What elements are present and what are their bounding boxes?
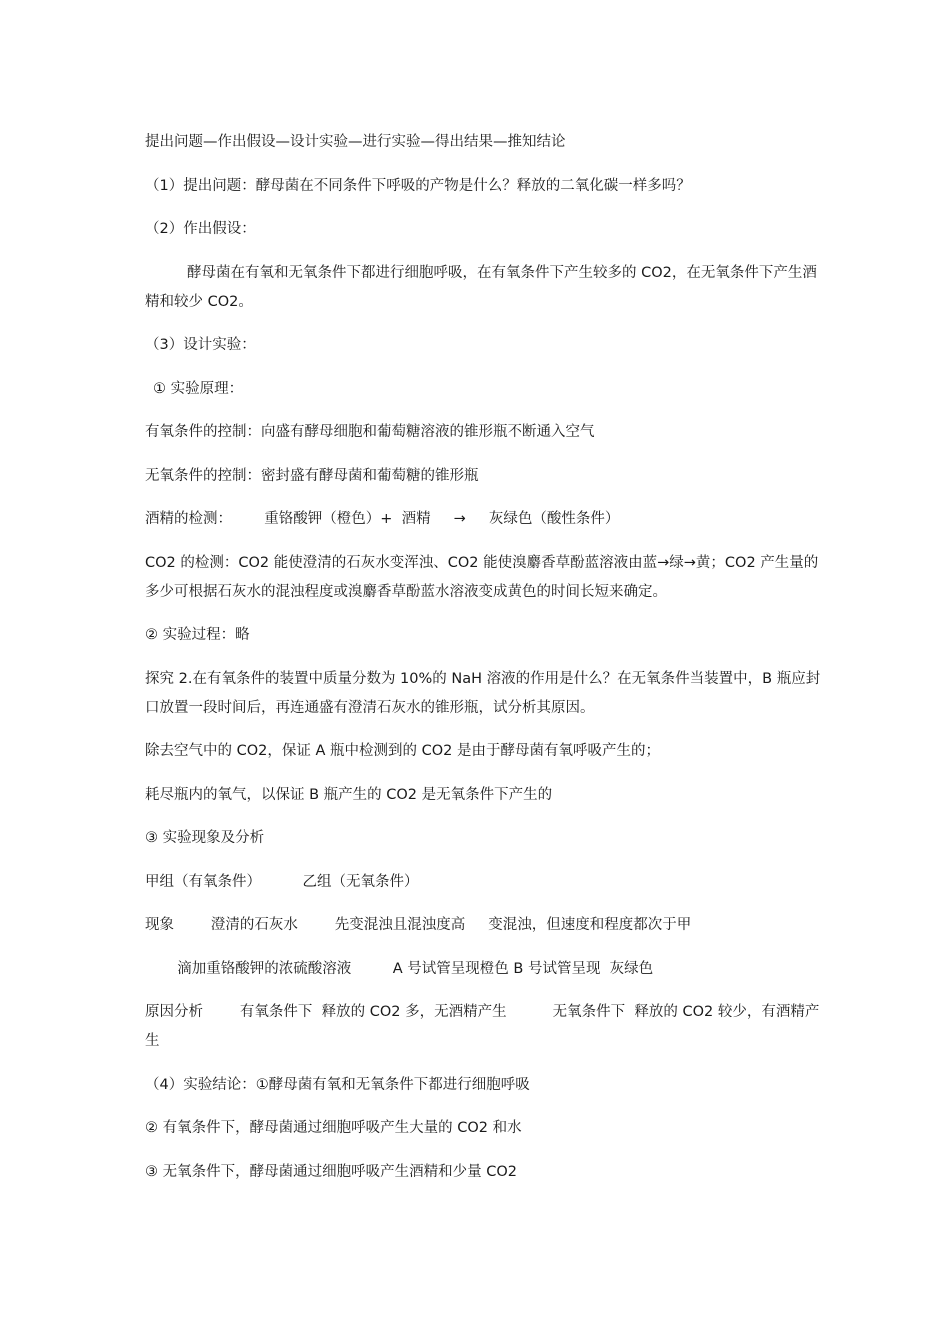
aerobic-control: 有氧条件的控制：向盛有酵母细胞和葡萄糖溶液的锥形瓶不断通入空气 <box>145 424 595 440</box>
experiment-flow: 提出问题—作出假设—设计实验—进行实验—得出结果—推知结论 <box>145 134 566 150</box>
co2-test: CO2 的检测：CO2 能使澄清的石灰水变浑浊、CO2 能使溴麝香草酚蓝溶液由蓝→绿→黄；CO2 产生量的多少可根据石灰水的混浊程度或溴麝香草酚蓝水溶液变成黄色的时间长短来确定。 <box>145 554 819 600</box>
hypothesis-text: 酵母菌在有氧和无氧条件下都进行细胞呼吸，在有氧条件下产生较多的 CO2，在无氧条件下产生酒精和较少 CO2。 <box>145 264 817 310</box>
conclusion-three: ③ 无氧条件下，酵母菌通过细胞呼吸产生酒精和少量 CO2 <box>145 1163 517 1180</box>
step-design-heading: （3）设计实验： <box>145 337 256 353</box>
document-body <box>145 128 825 1201</box>
explore-question: 探究 2.在有氧条件的装置中质量分数为 10%的 NaH 溶液的作用是什么？在无氧条件当装置中，B 瓶应封口放置一段时间后，再连通盛有澄清石灰水的锥形瓶，试分析其原因。 <box>145 670 821 716</box>
conclusion-two: ② 有氧条件下，酵母菌通过细胞呼吸产生大量的 CO2 和水 <box>145 1120 522 1136</box>
process-heading: ② 实验过程：略 <box>145 627 250 643</box>
step-hypothesis-heading: （2）作出假设： <box>145 221 256 237</box>
dichromate-row: 滴加重铬酸钾的浓硫酸溶液 A 号试管呈现橙色 B 号试管呈现 灰绿色 <box>145 960 654 977</box>
analysis-row: 原因分析 有氧条件下 释放的 CO2 多，无酒精产生 无氧条件下 释放的 CO2 较少，有酒精产生 <box>145 1004 820 1049</box>
answer-two: 耗尽瓶内的氧气，以保证 B 瓶产生的 CO2 是无氧条件下产生的 <box>145 786 553 803</box>
alcohol-test: 酒精的检测： 重铬酸钾（橙色）+ 酒精 → 灰绿色（酸性条件） <box>145 511 620 527</box>
principle-heading: ① 实验原理： <box>153 380 244 397</box>
groups-row: 甲组（有氧条件） 乙组（无氧条件） <box>145 873 419 890</box>
answer-one: 除去空气中的 CO2，保证 A 瓶中检测到的 CO2 是由于酵母菌有氧呼吸产生的； <box>145 743 660 759</box>
step-question: （1）提出问题：酵母菌在不同条件下呼吸的产物是什么？释放的二氧化碳一样多吗？ <box>145 177 691 194</box>
phenomena-heading: ③ 实验现象及分析 <box>145 830 265 846</box>
conclusion-heading: （4）实验结论：①酵母菌有氧和无氧条件下都进行细胞呼吸 <box>145 1076 530 1093</box>
phenomenon-row: 现象 澄清的石灰水 先变混浊且混浊度高 变混浊，但速度和程度都次于甲 <box>145 917 692 933</box>
anaerobic-control: 无氧条件的控制：密封盛有酵母菌和葡萄糖的锥形瓶 <box>145 467 479 484</box>
